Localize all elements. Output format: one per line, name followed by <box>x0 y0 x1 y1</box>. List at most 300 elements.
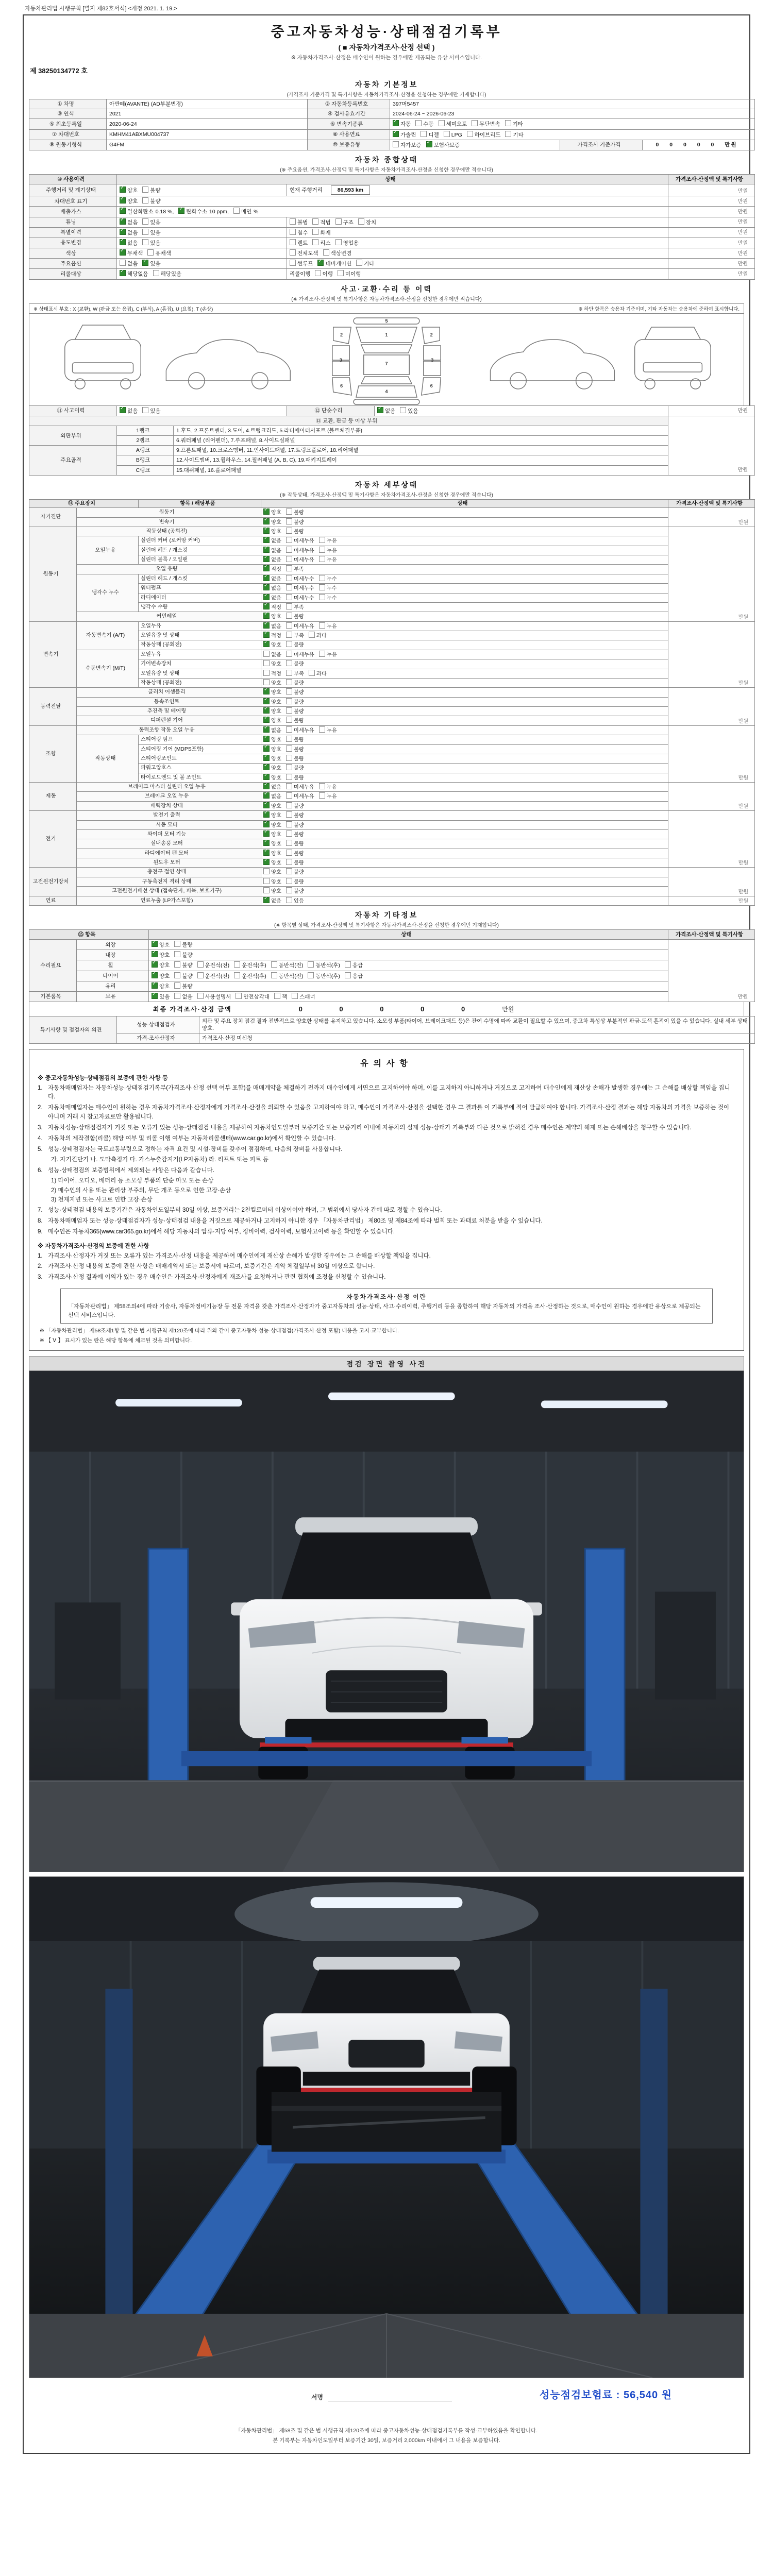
checkbox-option[interactable] <box>286 821 304 829</box>
unchecked-checkbox-icon[interactable] <box>335 218 342 225</box>
unchecked-checkbox-icon[interactable] <box>286 698 292 704</box>
checkbox-option[interactable] <box>286 831 304 838</box>
checkbox-option[interactable] <box>426 141 460 149</box>
checked-checkbox-icon[interactable] <box>120 229 126 235</box>
checkbox-option[interactable] <box>286 745 304 753</box>
checkbox-option[interactable] <box>286 603 304 611</box>
checkbox-option[interactable] <box>263 736 281 743</box>
checkbox-option[interactable] <box>263 528 281 535</box>
checkbox-option[interactable] <box>292 993 315 1001</box>
unchecked-checkbox-icon[interactable] <box>142 407 148 413</box>
checked-checkbox-icon[interactable] <box>263 764 270 770</box>
checkbox-option[interactable] <box>286 547 314 554</box>
unchecked-checkbox-icon[interactable] <box>286 774 292 780</box>
checkbox-option[interactable] <box>263 868 281 876</box>
checked-checkbox-icon[interactable] <box>263 537 270 543</box>
checkbox-option[interactable] <box>286 736 304 743</box>
checkbox-option[interactable] <box>286 850 304 857</box>
checkbox-option[interactable] <box>152 961 170 969</box>
checkbox-option[interactable] <box>286 575 314 583</box>
checkbox-option[interactable] <box>286 726 314 734</box>
unchecked-checkbox-icon[interactable] <box>290 239 296 245</box>
unchecked-checkbox-icon[interactable] <box>263 679 270 685</box>
checked-checkbox-icon[interactable] <box>178 208 184 214</box>
unchecked-checkbox-icon[interactable] <box>236 993 242 999</box>
unchecked-checkbox-icon[interactable] <box>286 821 292 827</box>
unchecked-checkbox-icon[interactable] <box>286 632 292 638</box>
checkbox-option[interactable] <box>393 131 416 139</box>
unchecked-checkbox-icon[interactable] <box>286 660 292 666</box>
unchecked-checkbox-icon[interactable] <box>153 270 159 276</box>
unchecked-checkbox-icon[interactable] <box>233 208 240 214</box>
checkbox-option[interactable] <box>286 537 314 545</box>
unchecked-checkbox-icon[interactable] <box>174 982 180 989</box>
checkbox-option[interactable] <box>345 972 363 980</box>
checkbox-option[interactable] <box>263 745 281 753</box>
checkbox-option[interactable] <box>290 249 318 257</box>
unchecked-checkbox-icon[interactable] <box>271 961 277 968</box>
unchecked-checkbox-icon[interactable] <box>421 131 427 137</box>
unchecked-checkbox-icon[interactable] <box>174 941 180 947</box>
checkbox-option[interactable] <box>286 707 304 715</box>
unchecked-checkbox-icon[interactable] <box>286 726 292 733</box>
unchecked-checkbox-icon[interactable] <box>290 229 296 235</box>
checkbox-option[interactable] <box>120 407 138 415</box>
checked-checkbox-icon[interactable] <box>263 641 270 647</box>
checked-checkbox-icon[interactable] <box>152 982 158 989</box>
checkbox-option[interactable] <box>319 547 337 554</box>
checkbox-option[interactable] <box>286 774 304 782</box>
checked-checkbox-icon[interactable] <box>263 802 270 808</box>
checked-checkbox-icon[interactable] <box>152 951 158 957</box>
checkbox-option[interactable] <box>444 131 462 139</box>
unchecked-checkbox-icon[interactable] <box>286 565 292 571</box>
unchecked-checkbox-icon[interactable] <box>286 594 292 600</box>
checkbox-option[interactable] <box>290 229 308 236</box>
checkbox-option[interactable] <box>263 792 281 800</box>
checkbox-option[interactable] <box>120 208 174 215</box>
checkbox-option[interactable] <box>377 407 395 415</box>
unchecked-checkbox-icon[interactable] <box>286 584 292 590</box>
checked-checkbox-icon[interactable] <box>263 547 270 553</box>
unchecked-checkbox-icon[interactable] <box>319 575 325 581</box>
unchecked-checkbox-icon[interactable] <box>286 547 292 553</box>
checkbox-option[interactable] <box>271 972 304 980</box>
checkbox-option[interactable] <box>421 131 439 139</box>
checkbox-option[interactable] <box>286 528 304 535</box>
unchecked-checkbox-icon[interactable] <box>286 811 292 818</box>
checkbox-option[interactable] <box>286 584 314 592</box>
unchecked-checkbox-icon[interactable] <box>286 688 292 694</box>
checkbox-option[interactable] <box>120 197 138 205</box>
unchecked-checkbox-icon[interactable] <box>393 141 399 147</box>
checkbox-option[interactable] <box>174 972 192 980</box>
checkbox-option[interactable] <box>286 641 304 649</box>
checked-checkbox-icon[interactable] <box>263 859 270 865</box>
unchecked-checkbox-icon[interactable] <box>286 897 292 903</box>
checkbox-option[interactable] <box>263 613 281 620</box>
checkbox-option[interactable] <box>286 783 314 791</box>
unchecked-checkbox-icon[interactable] <box>263 878 270 884</box>
unchecked-checkbox-icon[interactable] <box>444 131 450 137</box>
unchecked-checkbox-icon[interactable] <box>312 239 318 245</box>
unchecked-checkbox-icon[interactable] <box>142 187 148 193</box>
unchecked-checkbox-icon[interactable] <box>120 260 126 266</box>
checkbox-option[interactable] <box>286 632 304 639</box>
checkbox-option[interactable] <box>263 698 281 706</box>
unchecked-checkbox-icon[interactable] <box>197 972 204 978</box>
checkbox-option[interactable] <box>286 509 304 516</box>
checkbox-option[interactable] <box>439 120 467 128</box>
checkbox-option[interactable] <box>263 641 281 649</box>
checkbox-option[interactable] <box>263 821 281 829</box>
unchecked-checkbox-icon[interactable] <box>286 878 292 884</box>
unchecked-checkbox-icon[interactable] <box>263 660 270 666</box>
checked-checkbox-icon[interactable] <box>263 821 270 827</box>
checked-checkbox-icon[interactable] <box>263 622 270 629</box>
unchecked-checkbox-icon[interactable] <box>472 120 478 126</box>
unchecked-checkbox-icon[interactable] <box>286 792 292 799</box>
checkbox-option[interactable] <box>263 679 281 687</box>
checkbox-option[interactable] <box>178 208 229 215</box>
unchecked-checkbox-icon[interactable] <box>286 613 292 619</box>
checkbox-option[interactable] <box>286 660 304 668</box>
unchecked-checkbox-icon[interactable] <box>415 120 422 126</box>
unchecked-checkbox-icon[interactable] <box>142 239 148 245</box>
unchecked-checkbox-icon[interactable] <box>319 792 325 799</box>
checkbox-option[interactable] <box>319 584 337 592</box>
checkbox-option[interactable] <box>319 783 337 791</box>
checked-checkbox-icon[interactable] <box>263 575 270 581</box>
checked-checkbox-icon[interactable] <box>263 774 270 780</box>
unchecked-checkbox-icon[interactable] <box>505 131 511 137</box>
checkbox-option[interactable] <box>505 131 523 139</box>
unchecked-checkbox-icon[interactable] <box>274 993 280 999</box>
checkbox-option[interactable] <box>400 407 418 415</box>
checked-checkbox-icon[interactable] <box>263 736 270 742</box>
checked-checkbox-icon[interactable] <box>120 187 126 193</box>
checked-checkbox-icon[interactable] <box>263 565 270 571</box>
checked-checkbox-icon[interactable] <box>377 407 383 413</box>
checkbox-option[interactable] <box>174 982 192 990</box>
unchecked-checkbox-icon[interactable] <box>286 679 292 685</box>
unchecked-checkbox-icon[interactable] <box>286 641 292 647</box>
unchecked-checkbox-icon[interactable] <box>335 239 342 245</box>
unchecked-checkbox-icon[interactable] <box>286 755 292 761</box>
unchecked-checkbox-icon[interactable] <box>263 887 270 893</box>
checked-checkbox-icon[interactable] <box>263 840 270 846</box>
checkbox-option[interactable] <box>120 187 138 194</box>
signature-area[interactable] <box>311 2391 452 2401</box>
checked-checkbox-icon[interactable] <box>263 755 270 761</box>
checkbox-option[interactable] <box>286 594 314 602</box>
checkbox-option[interactable] <box>152 951 170 959</box>
checkbox-option[interactable] <box>286 622 314 630</box>
checkbox-option[interactable] <box>142 229 160 236</box>
checked-checkbox-icon[interactable] <box>120 197 126 204</box>
unchecked-checkbox-icon[interactable] <box>286 840 292 846</box>
checked-checkbox-icon[interactable] <box>393 131 399 137</box>
checkbox-option[interactable] <box>286 755 304 762</box>
checkbox-option[interactable] <box>286 670 304 677</box>
unchecked-checkbox-icon[interactable] <box>263 670 270 676</box>
unchecked-checkbox-icon[interactable] <box>286 859 292 865</box>
unchecked-checkbox-icon[interactable] <box>271 972 277 978</box>
unchecked-checkbox-icon[interactable] <box>315 270 321 276</box>
unchecked-checkbox-icon[interactable] <box>308 961 314 968</box>
unchecked-checkbox-icon[interactable] <box>286 518 292 524</box>
checkbox-option[interactable] <box>263 764 281 772</box>
unchecked-checkbox-icon[interactable] <box>263 868 270 874</box>
checkbox-option[interactable] <box>309 670 327 677</box>
unchecked-checkbox-icon[interactable] <box>312 229 318 235</box>
unchecked-checkbox-icon[interactable] <box>286 575 292 581</box>
unchecked-checkbox-icon[interactable] <box>319 594 325 600</box>
checkbox-option[interactable] <box>290 218 308 226</box>
unchecked-checkbox-icon[interactable] <box>174 972 180 978</box>
checkbox-option[interactable] <box>152 972 170 980</box>
unchecked-checkbox-icon[interactable] <box>286 670 292 676</box>
checked-checkbox-icon[interactable] <box>263 745 270 752</box>
unchecked-checkbox-icon[interactable] <box>308 972 314 978</box>
checked-checkbox-icon[interactable] <box>120 218 126 225</box>
unchecked-checkbox-icon[interactable] <box>286 556 292 562</box>
checkbox-option[interactable] <box>263 632 281 639</box>
checkbox-option[interactable] <box>120 218 138 226</box>
checkbox-option[interactable] <box>174 993 192 1001</box>
checkbox-option[interactable] <box>317 260 351 267</box>
checkbox-option[interactable] <box>233 208 259 215</box>
checkbox-option[interactable] <box>505 120 523 128</box>
unchecked-checkbox-icon[interactable] <box>290 260 296 266</box>
unchecked-checkbox-icon[interactable] <box>319 556 325 562</box>
unchecked-checkbox-icon[interactable] <box>286 831 292 837</box>
unchecked-checkbox-icon[interactable] <box>319 537 325 543</box>
unchecked-checkbox-icon[interactable] <box>286 528 292 534</box>
checkbox-option[interactable] <box>263 897 281 905</box>
unchecked-checkbox-icon[interactable] <box>319 726 325 733</box>
checkbox-option[interactable] <box>174 951 192 959</box>
checkbox-option[interactable] <box>263 717 281 724</box>
checkbox-option[interactable] <box>120 249 143 257</box>
checkbox-option[interactable] <box>263 660 281 668</box>
checked-checkbox-icon[interactable] <box>152 993 158 999</box>
checkbox-option[interactable] <box>197 993 231 1001</box>
unchecked-checkbox-icon[interactable] <box>234 961 240 968</box>
unchecked-checkbox-icon[interactable] <box>142 197 148 204</box>
checkbox-option[interactable] <box>335 239 359 247</box>
checkbox-option[interactable] <box>263 887 281 895</box>
unchecked-checkbox-icon[interactable] <box>174 951 180 957</box>
unchecked-checkbox-icon[interactable] <box>290 218 296 225</box>
checked-checkbox-icon[interactable] <box>263 850 270 856</box>
checkbox-option[interactable] <box>263 783 281 791</box>
checkbox-option[interactable] <box>319 556 337 564</box>
checked-checkbox-icon[interactable] <box>393 120 399 126</box>
unchecked-checkbox-icon[interactable] <box>174 961 180 968</box>
unchecked-checkbox-icon[interactable] <box>286 783 292 789</box>
unchecked-checkbox-icon[interactable] <box>286 537 292 543</box>
checkbox-option[interactable] <box>174 961 192 969</box>
unchecked-checkbox-icon[interactable] <box>338 270 344 276</box>
checked-checkbox-icon[interactable] <box>263 717 270 723</box>
checked-checkbox-icon[interactable] <box>317 260 324 266</box>
checkbox-option[interactable] <box>286 651 314 658</box>
checkbox-option[interactable] <box>263 594 281 602</box>
checkbox-option[interactable] <box>286 556 314 564</box>
checkbox-option[interactable] <box>315 270 333 278</box>
signature-line[interactable] <box>328 2391 452 2401</box>
checkbox-option[interactable] <box>142 260 160 267</box>
checkbox-option[interactable] <box>319 594 337 602</box>
unchecked-checkbox-icon[interactable] <box>400 407 406 413</box>
unchecked-checkbox-icon[interactable] <box>345 972 351 978</box>
checkbox-option[interactable] <box>263 688 281 696</box>
checkbox-option[interactable] <box>153 270 182 278</box>
checkbox-option[interactable] <box>271 961 304 969</box>
unchecked-checkbox-icon[interactable] <box>142 229 148 235</box>
checkbox-option[interactable] <box>319 792 337 800</box>
checkbox-option[interactable] <box>120 260 138 267</box>
checked-checkbox-icon[interactable] <box>263 509 270 515</box>
checkbox-option[interactable] <box>152 941 170 948</box>
checked-checkbox-icon[interactable] <box>263 688 270 694</box>
checkbox-option[interactable] <box>263 878 281 886</box>
unchecked-checkbox-icon[interactable] <box>286 603 292 609</box>
unchecked-checkbox-icon[interactable] <box>197 993 204 999</box>
checkbox-option[interactable] <box>263 670 281 677</box>
checkbox-option[interactable] <box>286 518 304 526</box>
checkbox-option[interactable] <box>263 774 281 782</box>
checked-checkbox-icon[interactable] <box>263 897 270 903</box>
checkbox-option[interactable] <box>335 218 354 226</box>
unchecked-checkbox-icon[interactable] <box>309 670 315 676</box>
checkbox-option[interactable] <box>197 972 230 980</box>
checked-checkbox-icon[interactable] <box>120 270 126 276</box>
unchecked-checkbox-icon[interactable] <box>286 802 292 808</box>
unchecked-checkbox-icon[interactable] <box>467 131 473 137</box>
checkbox-option[interactable] <box>323 249 352 257</box>
checkbox-option[interactable] <box>142 187 160 194</box>
checkbox-option[interactable] <box>152 982 170 990</box>
checkbox-option[interactable] <box>236 993 270 1001</box>
checkbox-option[interactable] <box>319 537 337 545</box>
checked-checkbox-icon[interactable] <box>263 603 270 609</box>
checkbox-option[interactable] <box>308 972 340 980</box>
unchecked-checkbox-icon[interactable] <box>142 218 148 225</box>
checked-checkbox-icon[interactable] <box>120 239 126 245</box>
unchecked-checkbox-icon[interactable] <box>286 745 292 752</box>
unchecked-checkbox-icon[interactable] <box>323 249 329 256</box>
checkbox-option[interactable] <box>263 537 281 545</box>
checkbox-option[interactable] <box>142 197 160 205</box>
unchecked-checkbox-icon[interactable] <box>319 584 325 590</box>
checkbox-option[interactable] <box>286 802 304 810</box>
checkbox-option[interactable] <box>142 239 160 247</box>
checkbox-option[interactable] <box>263 575 281 583</box>
checked-checkbox-icon[interactable] <box>142 260 148 266</box>
checked-checkbox-icon[interactable] <box>152 972 158 978</box>
checkbox-option[interactable] <box>309 632 327 639</box>
checkbox-option[interactable] <box>393 141 422 149</box>
checkbox-option[interactable] <box>274 993 287 1001</box>
checkbox-option[interactable] <box>467 131 501 139</box>
checkbox-option[interactable] <box>312 218 330 226</box>
unchecked-checkbox-icon[interactable] <box>286 764 292 770</box>
checkbox-option[interactable] <box>345 961 363 969</box>
checked-checkbox-icon[interactable] <box>263 584 270 590</box>
unchecked-checkbox-icon[interactable] <box>286 707 292 714</box>
unchecked-checkbox-icon[interactable] <box>312 218 318 225</box>
checkbox-option[interactable] <box>308 961 340 969</box>
checked-checkbox-icon[interactable] <box>263 556 270 562</box>
unchecked-checkbox-icon[interactable] <box>319 622 325 629</box>
checkbox-option[interactable] <box>263 850 281 857</box>
unchecked-checkbox-icon[interactable] <box>439 120 445 126</box>
checkbox-option[interactable] <box>234 961 266 969</box>
checkbox-option[interactable] <box>263 811 281 819</box>
checkbox-option[interactable] <box>286 859 304 867</box>
checked-checkbox-icon[interactable] <box>426 141 432 147</box>
checked-checkbox-icon[interactable] <box>120 407 126 413</box>
checkbox-option[interactable] <box>286 840 304 848</box>
checked-checkbox-icon[interactable] <box>152 961 158 968</box>
checkbox-option[interactable] <box>415 120 433 128</box>
checked-checkbox-icon[interactable] <box>263 726 270 733</box>
checkbox-option[interactable] <box>286 688 304 696</box>
checkbox-option[interactable] <box>286 887 304 895</box>
unchecked-checkbox-icon[interactable] <box>197 961 204 968</box>
unchecked-checkbox-icon[interactable] <box>286 868 292 874</box>
unchecked-checkbox-icon[interactable] <box>263 651 270 657</box>
unchecked-checkbox-icon[interactable] <box>234 972 240 978</box>
checkbox-option[interactable] <box>263 755 281 762</box>
checkbox-option[interactable] <box>142 407 160 415</box>
checkbox-option[interactable] <box>263 518 281 526</box>
unchecked-checkbox-icon[interactable] <box>147 249 154 256</box>
checkbox-option[interactable] <box>286 565 304 573</box>
checkbox-option[interactable] <box>286 679 304 687</box>
checkbox-option[interactable] <box>263 547 281 554</box>
checked-checkbox-icon[interactable] <box>152 941 158 947</box>
unchecked-checkbox-icon[interactable] <box>286 736 292 742</box>
checked-checkbox-icon[interactable] <box>263 632 270 638</box>
checked-checkbox-icon[interactable] <box>263 528 270 534</box>
checked-checkbox-icon[interactable] <box>120 249 126 256</box>
unchecked-checkbox-icon[interactable] <box>174 993 180 999</box>
checkbox-option[interactable] <box>290 239 308 247</box>
checkbox-option[interactable] <box>263 603 281 611</box>
checkbox-option[interactable] <box>152 993 170 1001</box>
checkbox-option[interactable] <box>312 239 330 247</box>
checkbox-option[interactable] <box>358 218 376 226</box>
checkbox-option[interactable] <box>263 584 281 592</box>
checkbox-option[interactable] <box>142 218 160 226</box>
checkbox-option[interactable] <box>234 972 266 980</box>
checkbox-option[interactable] <box>338 270 361 278</box>
checkbox-option[interactable] <box>286 764 304 772</box>
checkbox-option[interactable] <box>356 260 374 267</box>
checked-checkbox-icon[interactable] <box>263 707 270 714</box>
checkbox-option[interactable] <box>286 878 304 886</box>
checkbox-option[interactable] <box>290 260 313 267</box>
checkbox-option[interactable] <box>147 249 171 257</box>
unchecked-checkbox-icon[interactable] <box>319 783 325 789</box>
checkbox-option[interactable] <box>263 707 281 715</box>
checkbox-option[interactable] <box>263 622 281 630</box>
checkbox-option[interactable] <box>472 120 500 128</box>
unchecked-checkbox-icon[interactable] <box>356 260 362 266</box>
